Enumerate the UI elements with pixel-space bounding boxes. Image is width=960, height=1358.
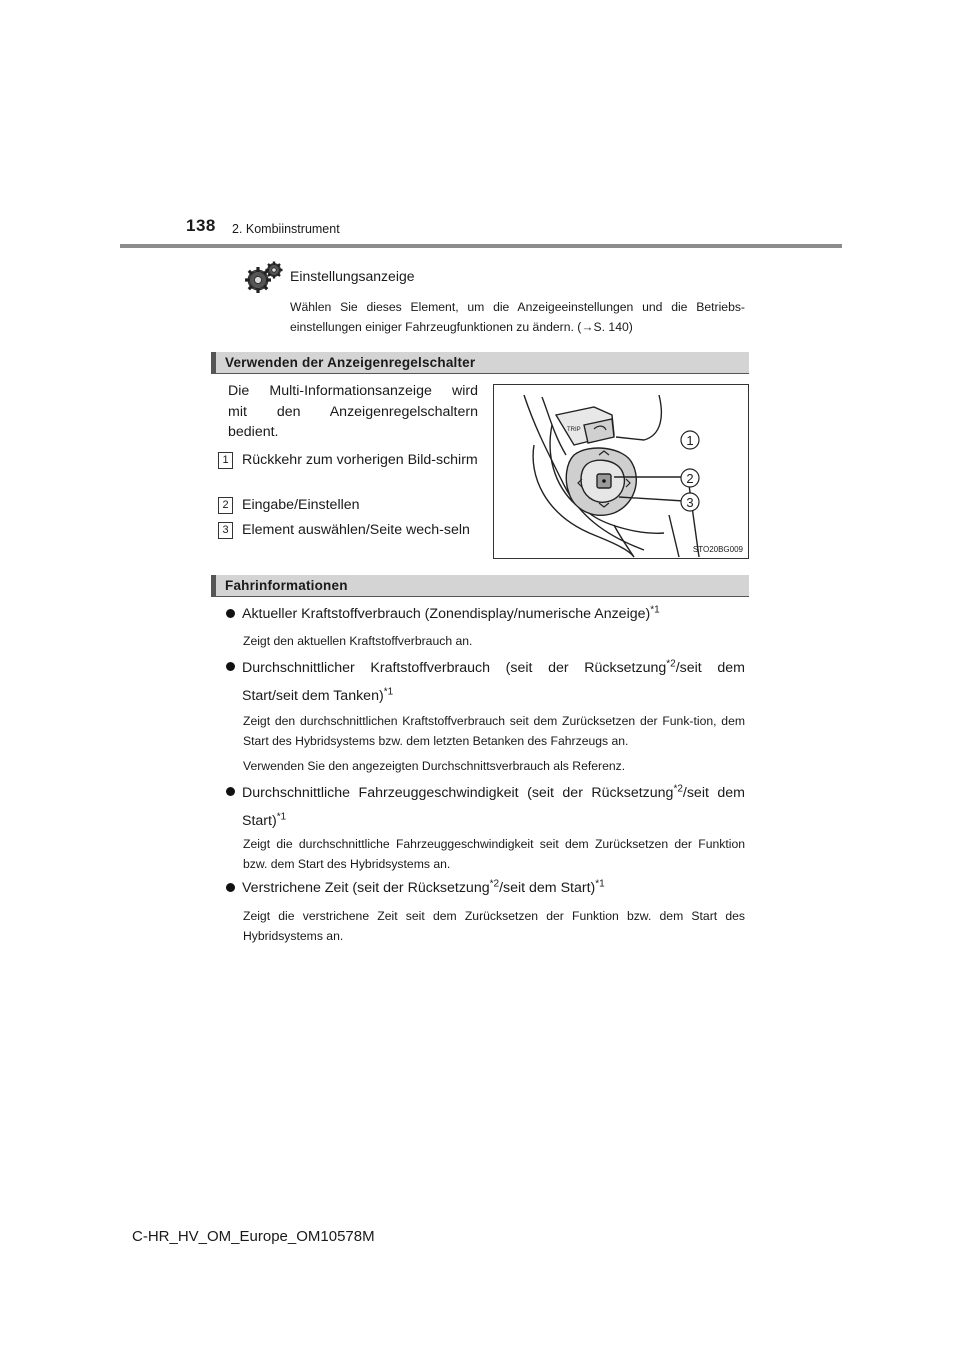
info-entry-title: Aktueller Kraftstoffverbrauch (Zonendisplay/numerische Anzeige)$^{*1}$ bbox=[242, 604, 660, 622]
bullet-icon bbox=[226, 787, 235, 796]
control-item-text: Eingabe/Einstellen bbox=[242, 497, 360, 513]
number-badge: 1 bbox=[218, 452, 233, 469]
settings-display-title: Einstellungsanzeige bbox=[290, 268, 415, 284]
section-title: Verwenden der Anzeigenregelschalter bbox=[225, 355, 476, 370]
steering-switch-figure bbox=[493, 384, 749, 559]
figure-code: STO20BG009 bbox=[692, 545, 743, 554]
callout-2: 2 bbox=[686, 471, 694, 486]
control-item-text: Rückkehr zum vorherigen Bild-schirm bbox=[242, 452, 478, 468]
number-badge: 2 bbox=[218, 497, 233, 514]
callout-3: 3 bbox=[686, 495, 694, 510]
arrow-icon: → bbox=[581, 320, 594, 334]
callout-1: 1 bbox=[686, 433, 694, 448]
chapter-title: 2. Kombiinstrument bbox=[232, 222, 340, 236]
section-header-controls bbox=[211, 352, 749, 374]
info-entry-description: Zeigt die durchschnittliche Fahrzeuggeschwindigkeit seit dem Zurücksetzen der Funktion bzw. dem Start des Hybridsystems an. bbox=[243, 837, 745, 871]
gear-icon bbox=[244, 260, 284, 294]
info-entry-title: Durchschnittliche Fahrzeuggeschwindigkeit (seit der Rücksetzung$^{*2}$/seit dem Start)$^{*1}$ bbox=[242, 783, 746, 829]
info-entry-note: Verwenden Sie den angezeigten Durchschnittsverbrauch als Referenz. bbox=[243, 759, 626, 773]
info-entry-title: Durchschnittlicher Kraftstoffverbrauch (seit der Rücksetzung$^{*2}$/seit dem Start/seit dem Tanken)$^{*1}$ bbox=[242, 658, 746, 704]
controls-intro: Die Multi-Informationsanzeige wird mit den Anzeigenregelschaltern bedient. bbox=[228, 383, 478, 440]
page-number: 138 bbox=[186, 216, 216, 235]
trip-button-label: TRIP bbox=[567, 427, 581, 433]
steering-switch-illustration bbox=[494, 385, 748, 558]
bullet-icon bbox=[226, 609, 235, 618]
section-title: Fahrinformationen bbox=[225, 578, 348, 593]
section-header-driving-info bbox=[211, 575, 749, 597]
document-id: C-HR_HV_OM_Europe_OM10578M bbox=[132, 1228, 375, 1245]
info-entry-title: Verstrichene Zeit (seit der Rücksetzung$^{*2}$/seit dem Start)$^{*1}$ bbox=[242, 878, 605, 896]
settings-display-description: Wählen Sie dieses Element, um die Anzeigeeinstellungen und die Betriebs-einstellungen einiger Fahrzeugfunktionen zu ändern. (→S. 140) bbox=[290, 300, 745, 334]
bullet-icon bbox=[226, 883, 235, 892]
info-entry-description: Zeigt den aktuellen Kraftstoffverbrauch an. bbox=[243, 634, 473, 648]
bullet-icon bbox=[226, 662, 235, 671]
info-entry-description: Zeigt den durchschnittlichen Kraftstoffverbrauch seit dem Zurücksetzen der Funk-tion, dem Start des Hybridsystems bzw. dem letzten Betanken des Fahrzeugs an. bbox=[243, 714, 745, 748]
info-entry-description: Zeigt die verstrichene Zeit seit dem Zurücksetzen der Funktion bzw. dem Start des Hybridsystems an. bbox=[243, 909, 745, 943]
control-item-text: Element auswählen/Seite wech-seln bbox=[242, 522, 470, 538]
number-badge: 3 bbox=[218, 522, 233, 539]
header-rule bbox=[120, 244, 842, 248]
